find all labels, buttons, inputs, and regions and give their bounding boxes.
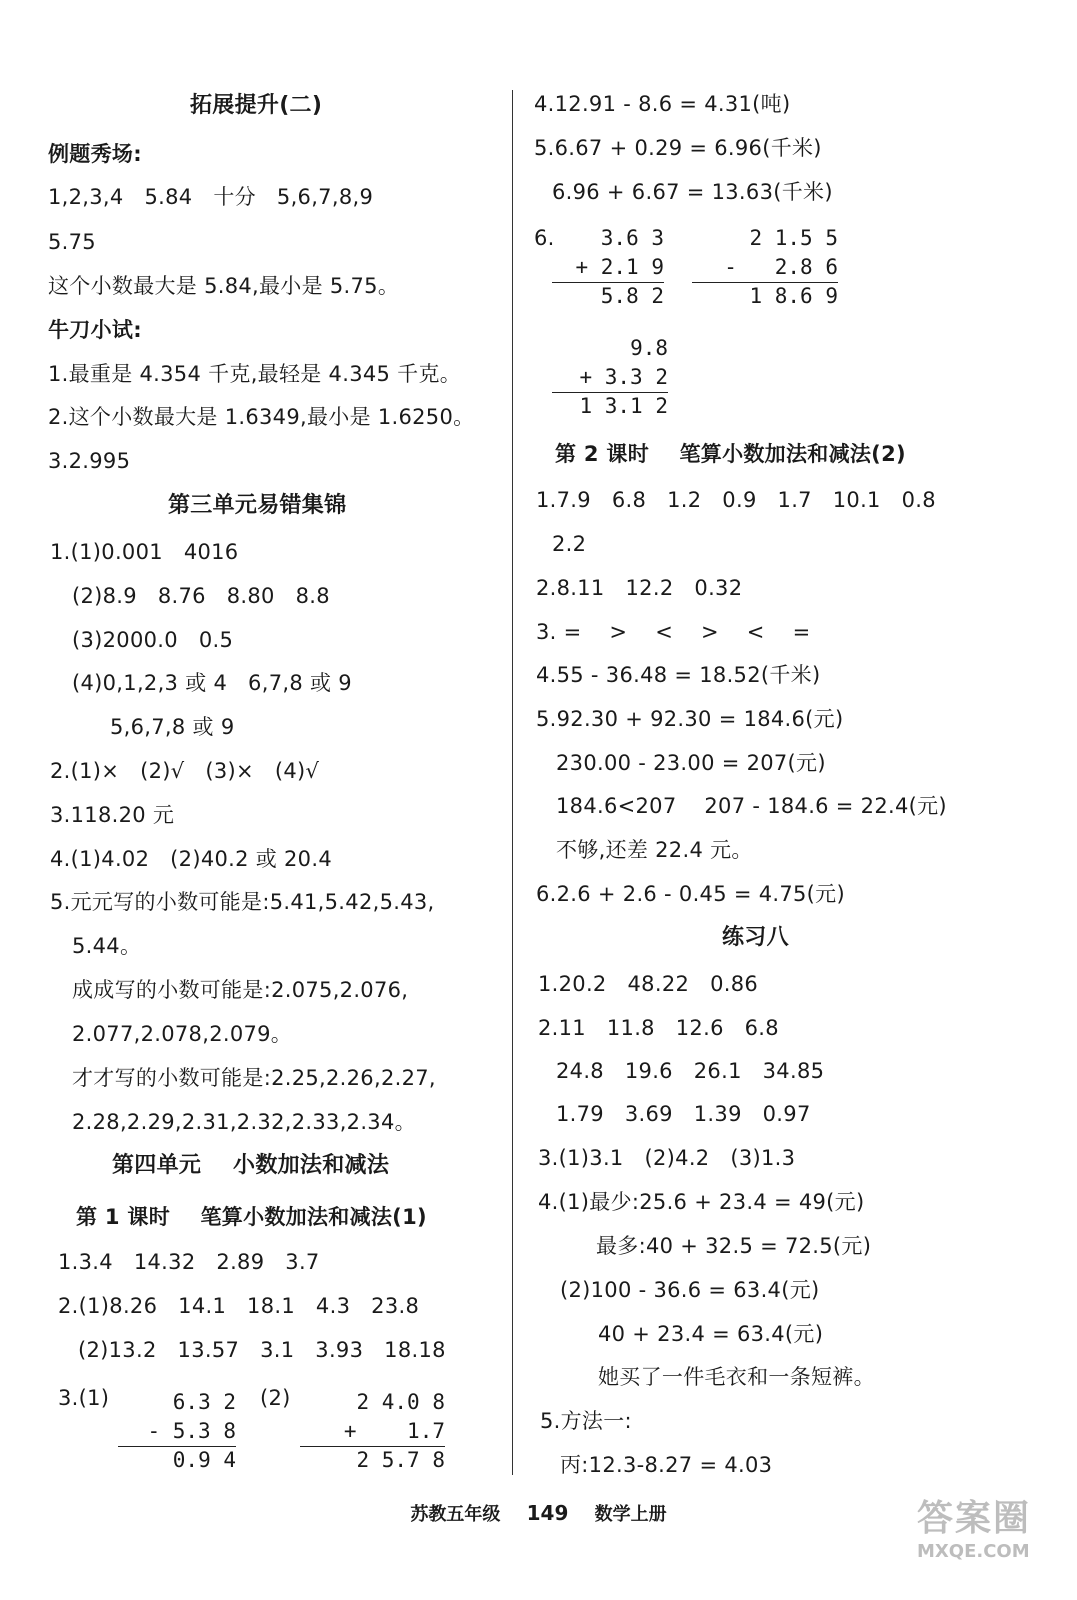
calc-row: 2 4.0 8: [356, 1390, 445, 1414]
calc-rule: [118, 1446, 236, 1447]
footer-book: 数学上册: [594, 1504, 667, 1525]
vertical-calculation: [118, 1388, 236, 1475]
watermark-text: 答案圈: [917, 1498, 1032, 1539]
answer-line: 最多:40 + 32.5 = 72.5(元): [596, 1234, 872, 1258]
section-title-extension: 拓展提升(二): [190, 93, 323, 118]
answer-line: 2.这个小数最大是 1.6349,最小是 1.6250。: [48, 405, 475, 429]
answer-line: 1,2,3,4 5.84 十分 5,6,7,8,9: [48, 185, 374, 209]
vertical-calculation: [692, 224, 838, 311]
page-number: 149: [526, 1501, 569, 1525]
calc-row: + 3.3 2: [579, 365, 668, 389]
calc-row: + 1.7: [343, 1419, 445, 1443]
answer-line: 40 + 23.4 = 63.4(元): [598, 1322, 824, 1346]
answer-line: 4.12.91 - 8.6 = 4.31(吨): [534, 92, 791, 116]
answer-line: (3)2000.0 0.5: [72, 628, 234, 652]
calc-row: 6.3 2: [172, 1390, 236, 1414]
answer-line: 5.元元写的小数可能是:5.41,5.42,5.43,: [50, 890, 435, 914]
answer-line: (2)13.2 13.57 3.1 3.93 18.18: [78, 1338, 446, 1362]
answer-line: 她买了一件毛衣和一条短裤。: [598, 1365, 875, 1389]
answer-line: 2.(1)8.26 14.1 18.1 4.3 23.8: [58, 1294, 420, 1318]
answer-line: 24.8 19.6 26.1 34.85: [556, 1059, 825, 1083]
answer-line: 4.55 - 36.48 = 18.52(千米): [536, 663, 821, 687]
column-divider: [512, 90, 513, 1475]
vertical-calculation: [300, 1388, 445, 1475]
footer-grade: 苏教五年级: [410, 1504, 501, 1525]
answer-line: (2)8.9 8.76 8.80 8.8: [72, 584, 330, 608]
section-title-unit3: 第三单元易错集锦: [168, 493, 347, 518]
answer-line: 1.3.4 14.32 2.89 3.7: [58, 1250, 320, 1274]
page-footer: [0, 1500, 1077, 1526]
answer-line: 3. = > < > < =: [536, 620, 811, 644]
calc-row: 0.9 4: [172, 1448, 236, 1472]
answer-line: 这个小数最大是 5.84,最小是 5.75。: [48, 274, 400, 298]
watermark-url: MXQE.COM: [917, 1541, 1030, 1562]
answer-line: 1.(1)0.001 4016: [50, 540, 239, 564]
answer-line: 6.96 + 6.67 = 13.63(千米): [552, 180, 833, 204]
answer-line: 5.方法一:: [540, 1409, 632, 1433]
answer-line: 6.: [534, 226, 555, 250]
answer-line: 4.(1)最少:25.6 + 23.4 = 49(元): [538, 1190, 865, 1214]
vertical-calculation: [552, 334, 668, 421]
answer-line: 丙:12.3-8.27 = 4.03: [560, 1453, 773, 1477]
calc-rule: [300, 1446, 445, 1447]
lesson-title-1: 第 1 课时 笔算小数加法和减法(1): [76, 1205, 427, 1229]
answer-line: 2.077,2.078,2.079。: [72, 1022, 293, 1046]
section-title-exercise8: 练习八: [722, 925, 789, 950]
lesson-title-2: 第 2 课时 笔算小数加法和减法(2): [555, 442, 906, 466]
calc-row: 1 3.1 2: [579, 394, 668, 418]
answer-line: 才才写的小数可能是:2.25,2.26,2.27,: [72, 1066, 436, 1090]
calc-rule: [692, 282, 838, 283]
calc-row: 1 8.6 9: [749, 284, 838, 308]
answer-line: 成成写的小数可能是:2.075,2.076,: [72, 978, 409, 1002]
calc-row: - 5.3 8: [147, 1419, 236, 1443]
answer-line: 3.2.995: [48, 449, 131, 473]
calc-rule: [552, 392, 668, 393]
watermark-logo: [917, 1490, 1037, 1580]
calc-row: - 2.8 6: [724, 255, 838, 279]
answer-line: (4)0,1,2,3 或 4 6,7,8 或 9: [72, 671, 352, 695]
answer-line: 5.6.67 + 0.29 = 6.96(千米): [534, 136, 822, 160]
answer-line: 2.2: [552, 532, 587, 556]
answer-line: 不够,还差 22.4 元。: [556, 838, 753, 862]
calc-row: 5.8 2: [600, 284, 664, 308]
answer-line: 6.2.6 + 2.6 - 0.45 = 4.75(元): [536, 882, 845, 906]
answer-line: 5.92.30 + 92.30 = 184.6(元): [536, 707, 844, 731]
calc-row: 2 5.7 8: [356, 1448, 445, 1472]
answer-line: 3.118.20 元: [50, 803, 175, 827]
calc-row: + 2.1 9: [575, 255, 664, 279]
answer-line: 5.44。: [72, 934, 142, 958]
calc-row: 9.8: [630, 336, 668, 360]
answer-line: (2): [260, 1386, 291, 1410]
answer-line: 5,6,7,8 或 9: [110, 715, 235, 739]
calc-row: 3.6 3: [600, 226, 664, 250]
answer-line: 3.(1)3.1 (2)4.2 (3)1.3: [538, 1146, 796, 1170]
answer-line: 1.79 3.69 1.39 0.97: [556, 1102, 811, 1126]
answer-line: 230.00 - 23.00 = 207(元): [556, 751, 826, 775]
answer-line: 3.(1): [58, 1386, 110, 1410]
answer-line: 5.75: [48, 230, 96, 254]
answer-line: 184.6<207 207 - 184.6 = 22.4(元): [556, 794, 947, 818]
section-title-unit4: 第四单元 小数加法和减法: [112, 1153, 390, 1178]
answer-line: 4.(1)4.02 (2)40.2 或 20.4: [50, 847, 332, 871]
calc-rule: [552, 282, 664, 283]
answer-line: 2.28,2.29,2.31,2.32,2.33,2.34。: [72, 1110, 416, 1134]
answer-line: 2.(1)× (2)√ (3)× (4)√: [50, 759, 320, 783]
answer-line: 1.7.9 6.8 1.2 0.9 1.7 10.1 0.8: [536, 488, 936, 512]
answer-line: 2.8.11 12.2 0.32: [536, 576, 743, 600]
answer-line: 1.20.2 48.22 0.86: [538, 972, 759, 996]
answer-line: 1.最重是 4.354 千克,最轻是 4.345 千克。: [48, 362, 462, 386]
vertical-calculation: [552, 224, 664, 311]
answer-line: 2.11 11.8 12.6 6.8: [538, 1016, 779, 1040]
answer-line: (2)100 - 36.6 = 63.4(元): [560, 1278, 820, 1302]
test-label: 牛刀小试:: [48, 318, 142, 342]
example-label: 例题秀场:: [48, 142, 142, 166]
calc-row: 2 1.5 5: [749, 226, 838, 250]
